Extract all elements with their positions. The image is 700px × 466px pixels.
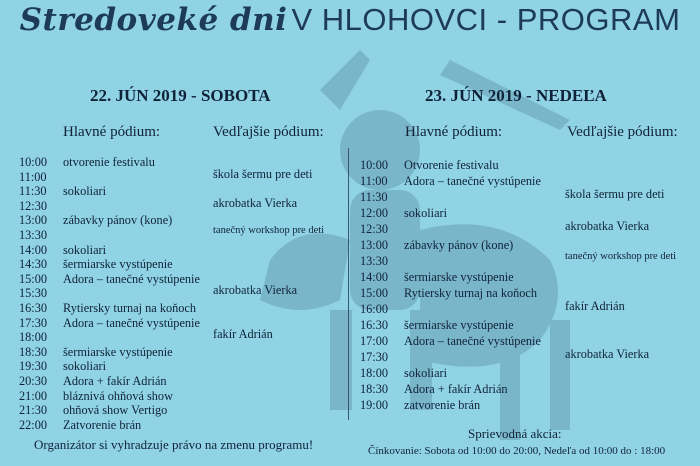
main-stage-event: Adora – tanečné vystúpenie [63,315,200,330]
main-stage-event: šermiarske vystúpenie [63,257,173,272]
main-stage-event: Adora – tanečné vystúpenie [63,271,200,286]
schedule-time: 15:00 [19,271,48,286]
main-stage-event: Adora – tanečné vystúpenie [404,334,541,348]
schedule-time: 16:30 [19,301,48,315]
schedule-time: 18:30 [360,382,389,396]
schedule-time: 10:00 [360,158,389,172]
side-stage-event: akrobatka Vierka [213,195,298,210]
main-stage-event: Adora + fakír Adrián [404,382,508,396]
schedule-time: 20:30 [19,374,48,388]
schedule-time: 11:30 [360,190,388,204]
schedule-time: 11:30 [19,184,47,199]
side-stage-event: akrobatka Vierka [213,283,298,298]
schedule-time: 21:00 [19,388,48,403]
schedule-time: 13:00 [360,238,389,252]
schedule-time: 11:00 [19,169,47,184]
schedule-time: 14:30 [19,257,48,272]
main-stage-event: sokoliari [63,359,107,374]
program-disclaimer: Organizátor si vyhradzuje právo na zmenu programu! [34,437,314,452]
schedule-time: 11:00 [360,174,388,188]
schedule-time: 13:30 [360,254,389,268]
main-stage-event: ohňová show Vertigo [63,403,168,418]
side-stage-event: tanečný workshop pre deti [213,225,325,236]
schedule-time: 18:00 [360,366,389,380]
side-stage-event: tanečný workshop pre deti [565,251,677,262]
main-stage-event: Otvorenie festivalu [404,158,499,172]
side-stage-event: škola šermu pre deti [565,187,665,201]
schedule-time: 12:00 [360,206,389,220]
schedule-time: 14:00 [19,242,48,257]
schedule-time: 18:30 [19,344,48,359]
side-stage-event: škola šermu pre deti [213,166,313,181]
schedule-time: 16:30 [360,318,389,332]
schedule-time: 10:00 [19,155,48,169]
schedule-time: 13:30 [19,228,48,242]
sunday-main-stage-heading: Hlavné pódium: [405,124,503,140]
schedule-time: 18:00 [19,330,48,345]
main-stage-event: Adora – tanečné vystúpenie [404,174,541,188]
side-stage-event: fakír Adrián [565,299,625,313]
schedule-time: 21:30 [19,403,48,418]
main-stage-event: zábavky pánov (kone) [63,213,173,228]
schedule-time: 22:00 [19,417,48,432]
schedule-time: 14:00 [360,270,389,284]
main-stage-event: Rytiersky turnaj na koňoch [63,301,197,315]
main-stage-event: Zatvorenie brán [63,417,142,432]
main-stage-event: zábavky pánov (kone) [404,238,514,252]
saturday-main-stage-heading: Hlavné pódium: [63,124,161,140]
main-stage-event: šermiarske vystúpenie [63,344,173,359]
schedule-time: 17:00 [360,334,389,348]
saturday-side-stage-heading: Vedľajšie pódium: [213,124,324,140]
schedule-time: 15:00 [360,286,389,300]
column-divider [348,148,349,420]
schedule-time: 17:30 [19,315,48,330]
schedule-time: 15:30 [19,286,48,301]
side-stage-event: fakír Adrián [213,327,273,342]
main-stage-event: sokoliari [63,242,107,257]
side-event-text: Čínkovanie: Sobota od 10:00 do 20:00, Nedeľa od 10:00 do : 18:00 [368,445,666,457]
schedule-time: 19:30 [19,359,48,374]
main-stage-event: sokoliari [63,184,107,199]
schedule-time: 12:30 [19,198,48,213]
side-stage-event: akrobatka Vierka [565,219,650,233]
schedule-time: 17:30 [360,350,389,364]
main-stage-event: šermiarske vystúpenie [404,270,514,284]
main-stage-event: otvorenie festivalu [63,155,155,169]
schedule-time: 12:30 [360,222,389,236]
page-title: Stredoveké dni V HLOHOVCI - PROGRAM [19,2,681,38]
schedule-time: 16:00 [360,302,389,316]
main-stage-event: Rytiersky turnaj na koňoch [404,286,538,300]
main-stage-event: šermiarske vystúpenie [404,318,514,332]
saturday-heading: 22. JÚN 2019 - SOBOTA [90,86,271,105]
main-stage-event: sokoliari [404,206,448,220]
sunday-side-stage-heading: Vedľajšie pódium: [567,124,678,140]
main-stage-event: zatvorenie brán [404,398,481,412]
main-stage-event: sokoliari [404,366,448,380]
sunday-heading: 23. JÚN 2019 - NEDEĽA [425,86,607,105]
side-event-title: Sprievodná akcia: [468,426,562,441]
main-stage-event: Adora + fakír Adrián [63,374,167,388]
schedule-time: 19:00 [360,398,389,412]
side-stage-event: akrobatka Vierka [565,347,650,361]
schedule-time: 13:00 [19,213,48,228]
main-stage-event: bláznivá ohňová show [63,388,173,403]
